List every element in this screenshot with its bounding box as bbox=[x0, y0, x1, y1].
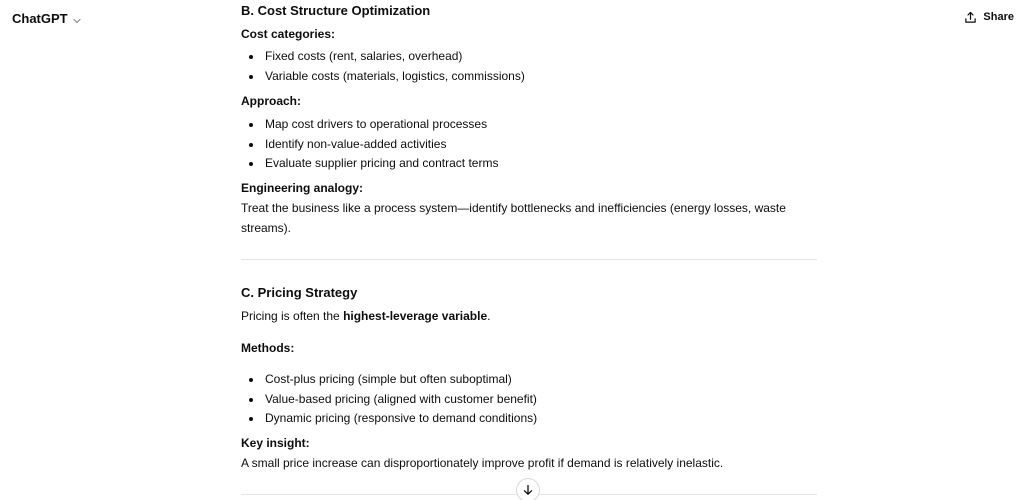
insight-label: Key insight: bbox=[241, 436, 310, 450]
pricing-intro bbox=[241, 307, 817, 327]
model-name: ChatGPT bbox=[12, 10, 68, 26]
approach-list bbox=[241, 115, 817, 174]
methods-label: Methods: bbox=[241, 341, 295, 355]
model-picker-button[interactable] bbox=[12, 8, 82, 28]
pricing-intro-text: Pricing is often the bbox=[241, 309, 344, 323]
list-item: Variable costs (materials, logistics, commissions) bbox=[241, 67, 817, 87]
methods-list bbox=[241, 370, 817, 429]
section-b-title: B. Cost Structure Optimization bbox=[241, 3, 431, 18]
pricing-intro-end: . bbox=[487, 309, 491, 323]
section-c-title: C. Pricing Strategy bbox=[241, 285, 358, 300]
share-icon bbox=[964, 11, 977, 24]
list-item: Map cost drivers to operational processes bbox=[241, 115, 817, 135]
list-item: Value-based pricing (aligned with customer benefit) bbox=[241, 390, 817, 410]
analogy-label: Engineering analogy: bbox=[241, 181, 364, 195]
list-item: Evaluate supplier pricing and contract terms bbox=[241, 154, 817, 174]
list-item: Cost-plus pricing (simple but often suboptimal) bbox=[241, 370, 817, 390]
list-item: Dynamic pricing (responsive to demand conditions) bbox=[241, 409, 817, 429]
approach-label: Approach: bbox=[241, 94, 301, 108]
chevron-down-icon bbox=[72, 13, 82, 23]
list-item: Identify non-value-added activities bbox=[241, 135, 817, 155]
share-button[interactable] bbox=[962, 6, 1016, 28]
section-divider bbox=[241, 259, 817, 260]
scroll-to-bottom-button[interactable] bbox=[516, 478, 540, 500]
arrow-down-icon bbox=[522, 484, 534, 496]
share-label: Share bbox=[983, 11, 1014, 23]
list-item: Fixed costs (rent, salaries, overhead) bbox=[241, 47, 817, 67]
pricing-intro-bold: highest-leverage variable bbox=[343, 309, 488, 323]
analogy-text: Treat the business like a process system—identify bottlenecks and inefficiencies (energy losses, waste streams). bbox=[241, 201, 786, 235]
insight-text: A small price increase can disproportionately improve profit if demand is relatively inelastic. bbox=[241, 456, 724, 470]
cost-categories-list bbox=[241, 47, 817, 86]
cost-categories-label: Cost categories: bbox=[241, 27, 336, 41]
